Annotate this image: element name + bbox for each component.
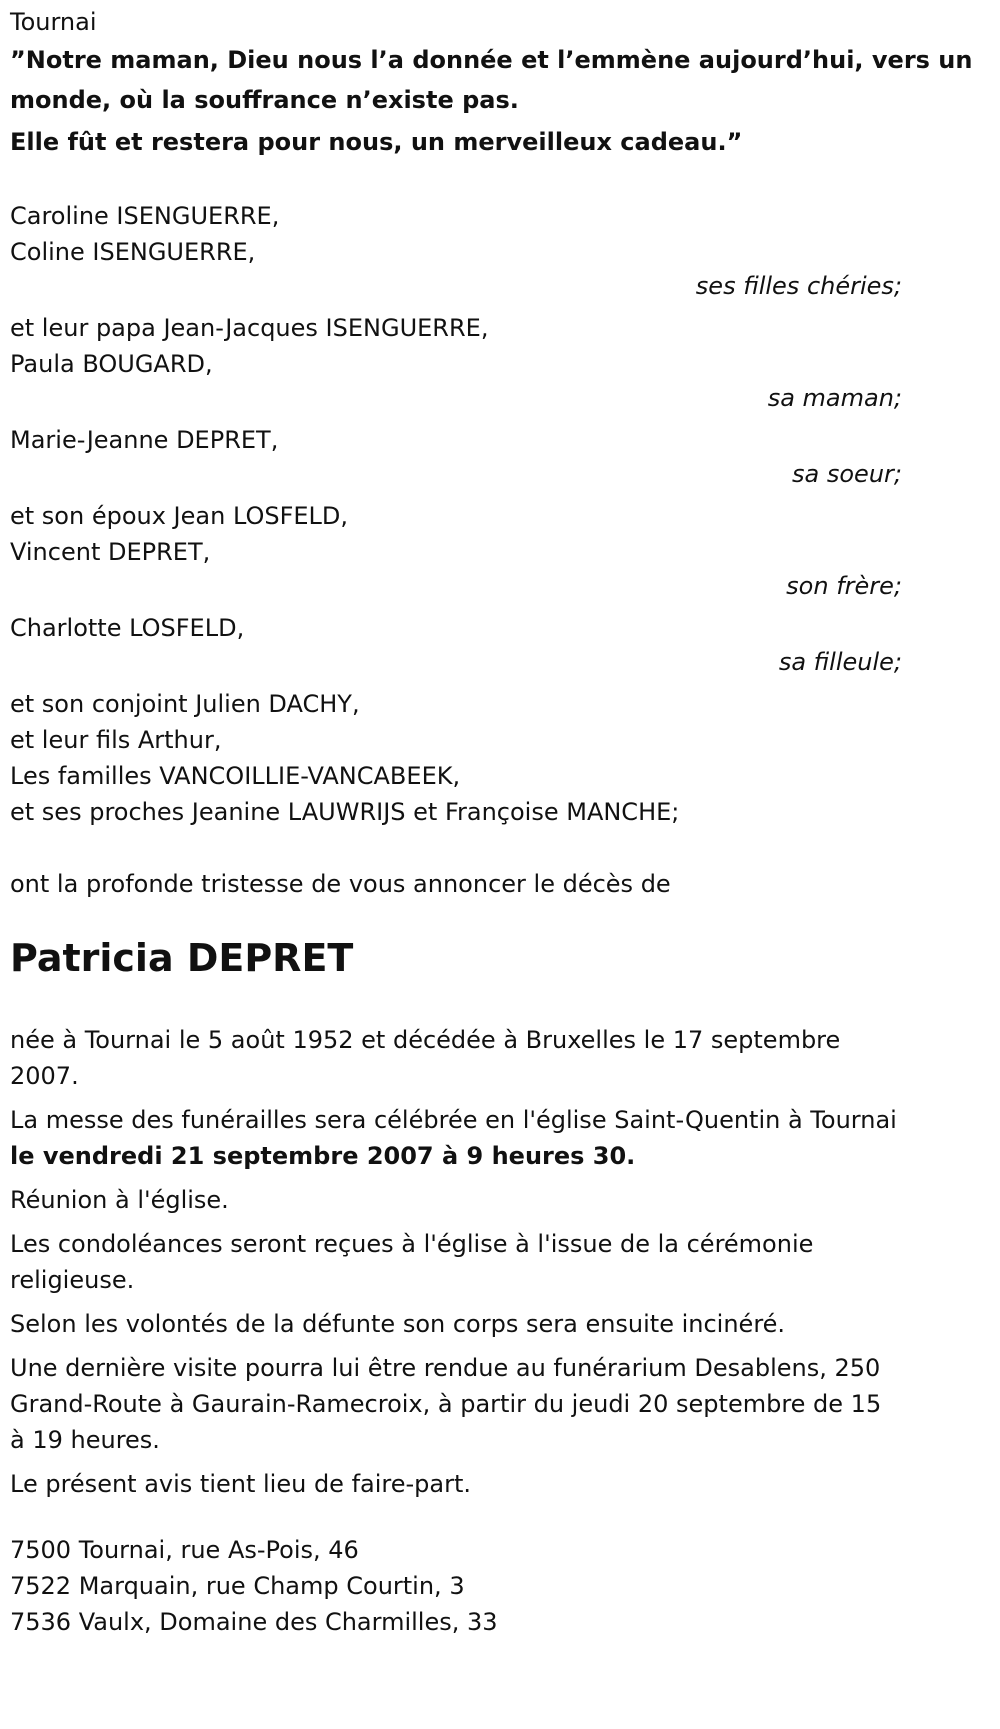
- spacer: [10, 830, 902, 866]
- address-line: 7522 Marquain, rue Champ Courtin, 3: [10, 1572, 465, 1600]
- meeting-text: Réunion à l'église.: [10, 1186, 229, 1214]
- family-member: Charlotte LOSFELD,: [10, 614, 245, 642]
- family-member: Coline ISENGUERRE,: [10, 238, 256, 266]
- mass-paragraph: [10, 1102, 902, 1174]
- cremation-text: Selon les volontés de la défunte son corps sera ensuite incinéré.: [10, 1310, 786, 1338]
- family-member: Caroline ISENGUERRE,: [10, 202, 280, 230]
- relationship-label: sa filleule;: [778, 648, 902, 676]
- quote-line: ”Notre maman, Dieu nous l’a donnée et l’emmène aujourd’hui, vers un: [10, 46, 973, 74]
- family-group-brother: [10, 498, 902, 602]
- relationship-label: sa soeur;: [792, 460, 902, 488]
- mass-intro-text: La messe des funérailles sera célébrée en l'église Saint-Quentin à Tournai: [10, 1106, 897, 1134]
- quote-line: monde, où la souffrance n’existe pas.: [10, 86, 519, 114]
- family-group-daughters: [10, 198, 902, 302]
- address-line: 7500 Tournai, rue As-Pois, 46: [10, 1536, 359, 1564]
- family-member: Paula BOUGARD,: [10, 350, 213, 378]
- family-member: et leur fils Arthur,: [10, 726, 222, 754]
- family-member: Vincent DEPRET,: [10, 538, 211, 566]
- family-member: Marie-Jeanne DEPRET,: [10, 426, 279, 454]
- relationship-label: sa maman;: [767, 384, 902, 412]
- visit-text: Une dernière visite pourra lui être rendue au funérarium Desablens, 250 Grand-Route à Gaurain-Ramecroix, à partir du jeudi 20 septembre de 15 à 19 heures.: [10, 1354, 882, 1454]
- town-heading: Tournai: [10, 8, 97, 36]
- birth-death-text: née à Tournai le 5 août 1952 et décédée à Bruxelles le 17 septembre 2007.: [10, 1026, 841, 1090]
- family-group-goddaughter: [10, 610, 902, 678]
- spacer: [10, 162, 902, 198]
- cremation-paragraph: [10, 1306, 902, 1342]
- family-member: Les familles VANCOILLIE-VANCABEEK,: [10, 762, 461, 790]
- birth-death-paragraph: [10, 1022, 902, 1094]
- notice-paragraph: [10, 1466, 902, 1502]
- spacer: [10, 1510, 902, 1532]
- obituary-document: [10, 4, 973, 1640]
- family-member: et leur papa Jean-Jacques ISENGUERRE,: [10, 314, 489, 342]
- family-group-sister: [10, 422, 902, 490]
- family-group-others: [10, 686, 902, 830]
- meeting-paragraph: [10, 1182, 902, 1218]
- family-member: et son époux Jean LOSFELD,: [10, 502, 349, 530]
- deceased-name: Patricia DEPRET: [10, 936, 354, 980]
- family-member: et son conjoint Julien DACHY,: [10, 690, 360, 718]
- notice-text: Le présent avis tient lieu de faire-part.: [10, 1470, 472, 1498]
- mass-date-text: le vendredi 21 septembre 2007 à 9 heures 30.: [10, 1142, 636, 1170]
- visit-paragraph: [10, 1350, 902, 1458]
- quote-block: [10, 40, 973, 162]
- family-member: et ses proches Jeanine LAUWRIJS et Françoise MANCHE;: [10, 798, 680, 826]
- announcement-text: ont la profonde tristesse de vous annoncer le décès de: [10, 870, 671, 898]
- relationship-label: son frère;: [786, 572, 902, 600]
- address-line: 7536 Vaulx, Domaine des Charmilles, 33: [10, 1608, 498, 1636]
- condolences-paragraph: [10, 1226, 902, 1298]
- family-group-mother: [10, 310, 902, 414]
- relationship-label: ses filles chéries;: [695, 272, 902, 300]
- condolences-text: Les condoléances seront reçues à l'église à l'issue de la cérémonie religieuse.: [10, 1230, 814, 1294]
- quote-line: Elle fût et restera pour nous, un merveilleux cadeau.”: [10, 128, 743, 156]
- address-list: [10, 1532, 902, 1640]
